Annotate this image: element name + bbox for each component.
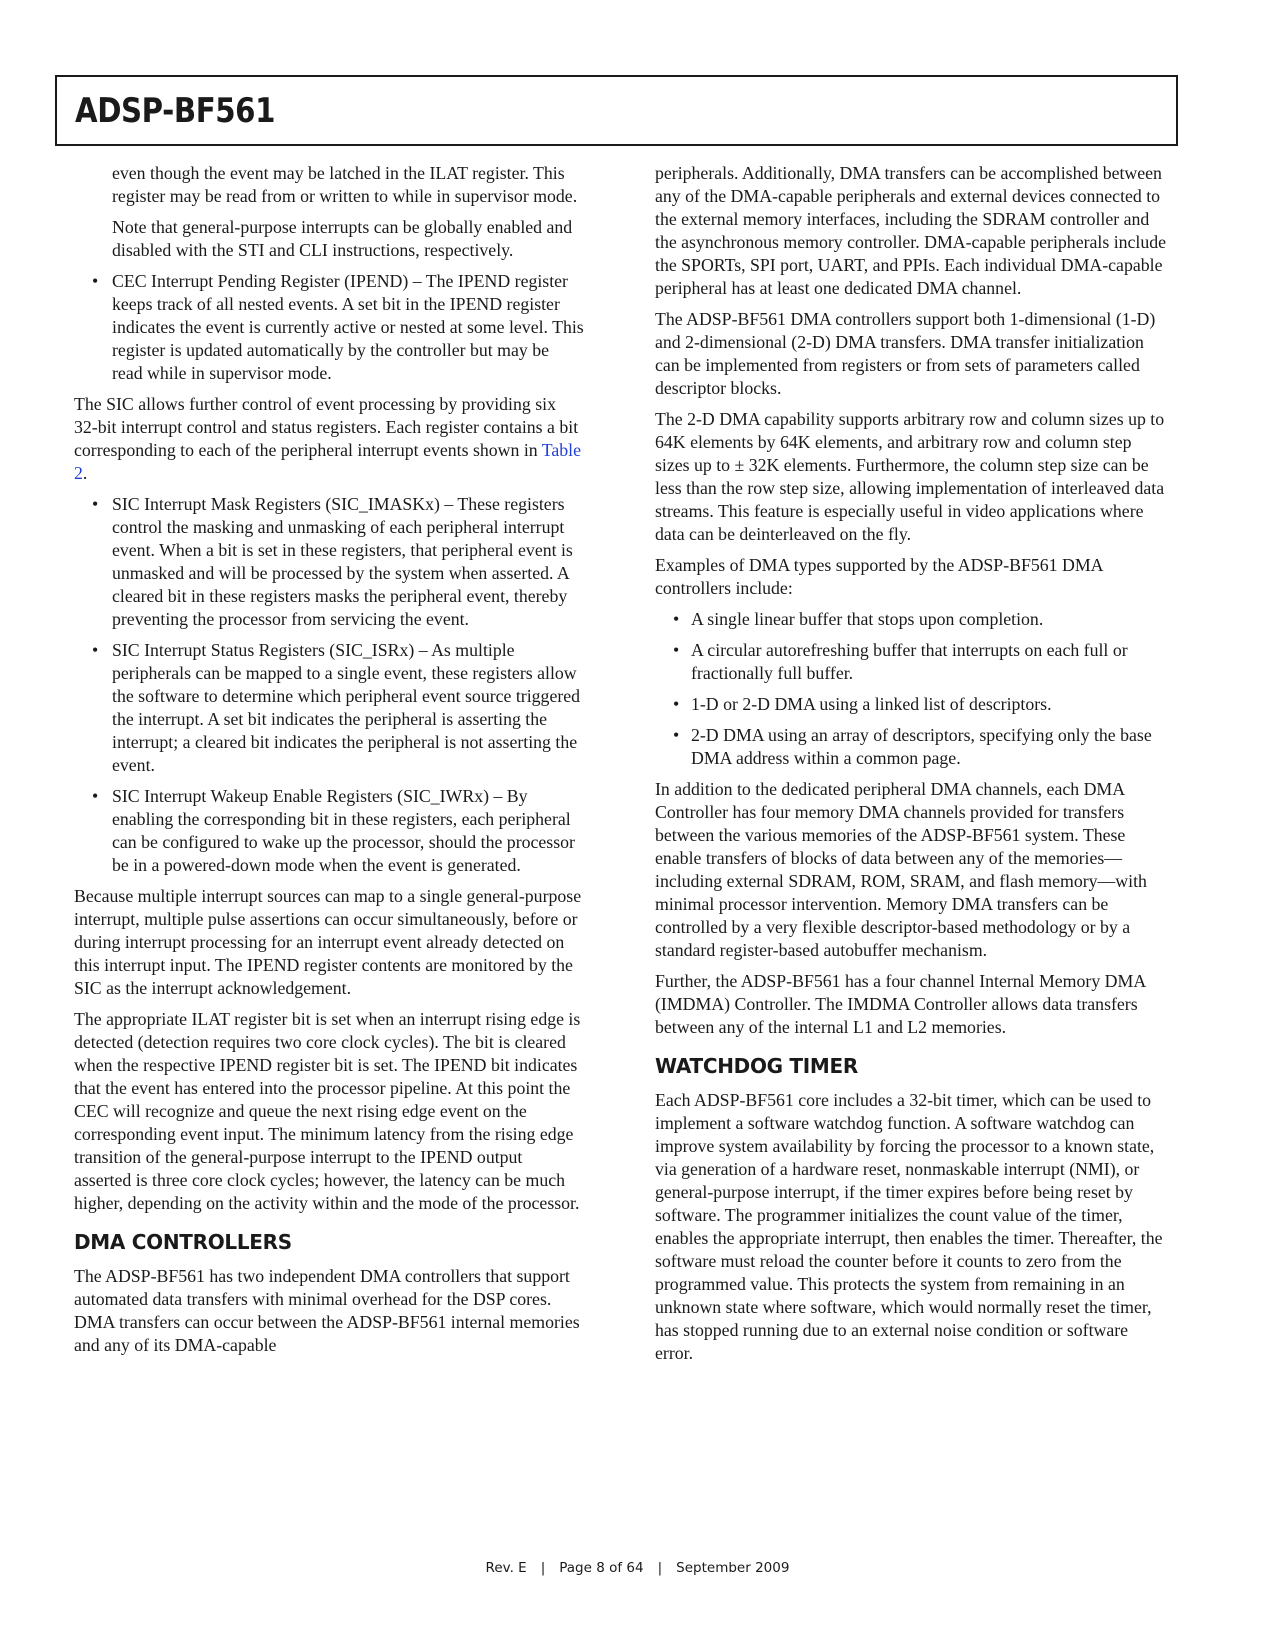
page-footer <box>0 1560 1275 1576</box>
memory-dma-paragraph: In addition to the dedicated peripheral DMA channels, each DMA Controller has four memory DMA channels provided for transfers between the various memories of the ADSP-BF561 system. These enable transfers of blocks of data between any of the memories—including external SDRAM, ROM, SRAM, and flash memory—with minimal processor intervention. Memory DMA transfers can be controlled by a very flexible descriptor-based methodology or by a standard register-based autobuffer mechanism. <box>655 779 1147 960</box>
sic-paragraph <box>74 393 584 485</box>
list-item-dma-type: • 1-D or 2-D DMA using a linked list of descriptors. <box>655 693 1170 716</box>
list-item-sic-imask: • SIC Interrupt Mask Registers (SIC_IMASKx) – These registers control the masking and unmasking of each peripheral interrupt event. When a bit is set in these registers, that peripheral event is unmasked and will be processed by the system when asserted. A cleared bit in these registers masks the peripheral event, thereby preventing the processor from servicing the event. <box>74 493 584 631</box>
dma-controllers-heading: DMA CONTROLLERS <box>74 1230 292 1254</box>
continued-paragraph: even though the event may be latched in the ILAT register. This register may be read from or written to while in supervisor mode. <box>112 163 578 206</box>
left-column <box>74 162 584 1365</box>
watchdog-paragraph: Each ADSP-BF561 core includes a 32-bit timer, which can be used to implement a software watchdog function. A software watchdog can improve system availability by forcing the processor to a known state, via generation of a hardware reset, nonmaskable interrupt (NMI), or general-purpose interrupt, if the timer expires before being reset by software. The programmer initializes the count value of the timer, enables the appropriate interrupt, then enables the timer. Thereafter, the software must reload the counter before it counts to zero from the programmed value. This protects the system from remaining in an unknown state where software, which would normally reset the timer, has stopped running due to an external noise condition or software error. <box>655 1090 1163 1363</box>
ilat-paragraph: The appropriate ILAT register bit is set when an interrupt rising edge is detected (detection requires two core clock cycles). The bit is cleared when the respective IPEND register bit is set. The IPEND bit indicates that the event has entered into the processor pipeline. At this point the CEC will recognize and queue the next rising edge event on the corresponding event input. The minimum latency from the rising edge transition of the general-purpose interrupt to the IPEND output asserted is three core clock cycles; however, the latency can be much higher, depending on the activity within and the mode of the processor. <box>74 1009 581 1213</box>
dma-examples-paragraph: Examples of DMA types supported by the ADSP-BF561 DMA controllers include: <box>655 555 1103 598</box>
dma-dimensions-paragraph: The ADSP-BF561 DMA controllers support both 1-dimensional (1-D) and 2-dimensional (2-D) DMA transfers. DMA transfer initialization can be implemented from registers or from sets of parameters called descriptor blocks. <box>655 309 1156 398</box>
document-title: ADSP-BF561 <box>75 91 276 131</box>
footer-separator: | <box>657 1560 663 1576</box>
list-item-sic-iwr: • SIC Interrupt Wakeup Enable Registers (SIC_IWRx) – By enabling the corresponding bit in these registers, each peripheral can be configured to wake up the processor, should the processor be in a powered-down mode when the event is generated. <box>74 785 584 877</box>
revision-label: Rev. E <box>485 1560 527 1576</box>
publication-date: September 2009 <box>676 1560 790 1576</box>
imdma-paragraph: Further, the ADSP-BF561 has a four channel Internal Memory DMA (IMDMA) Controller. The IMDMA Controller allows data transfers between any of the internal L1 and L2 memories. <box>655 971 1146 1037</box>
ipend-list <box>74 270 584 385</box>
list-item-ipend: • CEC Interrupt Pending Register (IPEND) – The IPEND register keeps track of all nested events. A set bit in the IPEND register indicates the event is currently active or nested at some level. This register is updated automatically by the controller but may be read while in supervisor mode. <box>74 270 584 385</box>
header-box <box>55 75 1178 146</box>
dma-continued-paragraph: peripherals. Additionally, DMA transfers can be accomplished between any of the DMA-capable peripherals and external devices connected to the external memory interfaces, including the SDRAM controller and the asynchronous memory controller. DMA-capable peripherals include the SPORTs, SPI port, UART, and PPIs. Each individual DMA-capable peripheral has at least one dedicated DMA channel. <box>655 163 1167 298</box>
page-number: Page 8 of 64 <box>559 1560 644 1576</box>
right-column <box>655 162 1170 1373</box>
dma-intro-paragraph: The ADSP-BF561 has two independent DMA controllers that support automated data transfers with minimal overhead for the DSP cores. DMA transfers can occur between the ADSP-BF561 internal memories and any of its DMA-capable <box>74 1266 580 1355</box>
footer-separator: | <box>540 1560 546 1576</box>
dma-2d-paragraph: The 2-D DMA capability supports arbitrary row and column sizes up to 64K elements by 64K elements, and arbitrary row and column step sizes up to ± 32K elements. Furthermore, the column step size can be less than the row step size, allowing implementation of interleaved data streams. This feature is especially useful in video applications where data can be deinterleaved on the fly. <box>655 409 1165 544</box>
list-item-dma-type: • 2-D DMA using an array of descriptors, specifying only the base DMA address within a common page. <box>655 724 1170 770</box>
note-paragraph: Note that general-purpose interrupts can be globally enabled and disabled with the STI and CLI instructions, respectively. <box>112 217 573 260</box>
sic-paragraph-text: The SIC allows further control of event processing by providing six 32-bit interrupt control and status registers. Each register contains a bit corresponding to each of the peripheral interrupt events shown in <box>74 394 579 460</box>
list-item-sic-isr: • SIC Interrupt Status Registers (SIC_ISRx) – As multiple peripherals can be mapped to a single event, these registers allow the software to determine which peripheral event source triggered the interrupt. A set bit indicates the peripheral is asserting the interrupt; a cleared bit indicates the peripheral is not asserting the event. <box>74 639 584 777</box>
sic-paragraph-end: . <box>82 463 88 483</box>
list-item-dma-type: • A circular autorefreshing buffer that interrupts on each full or fractionally full buffer. <box>655 639 1170 685</box>
sic-register-list <box>74 493 584 877</box>
table-2-link[interactable]: Table 2 <box>74 440 582 483</box>
dma-types-list <box>655 608 1170 770</box>
multiple-sources-paragraph: Because multiple interrupt sources can map to a single general-purpose interrupt, multiple pulse assertions can occur simultaneously, before or during interrupt processing for an interrupt event already detected on this interrupt input. The IPEND register contents are monitored by the SIC as the interrupt acknowledgement. <box>74 886 582 998</box>
list-item-dma-type: • A single linear buffer that stops upon completion. <box>655 608 1170 631</box>
watchdog-timer-heading: WATCHDOG TIMER <box>655 1054 858 1078</box>
